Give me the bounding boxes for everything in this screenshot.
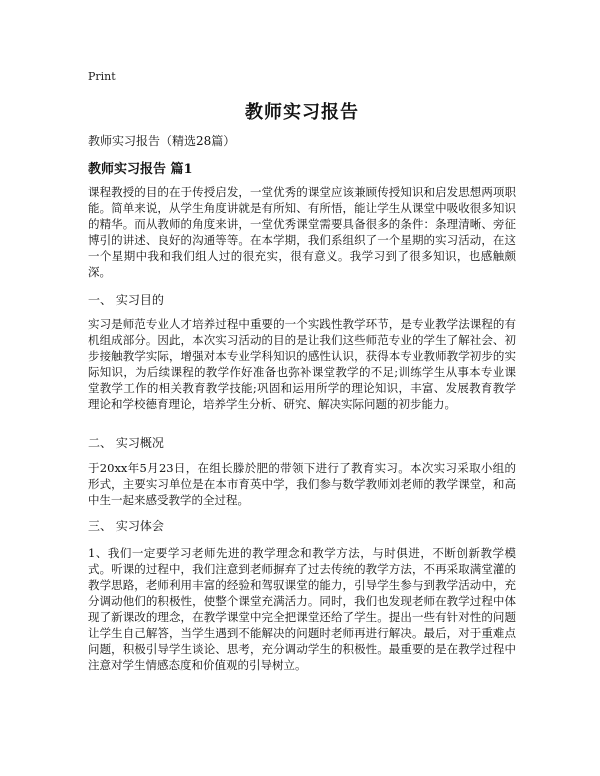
paragraph-intro: 课程教授的目的在于传授启发，一堂优秀的课堂应该兼顾传授知识和启发思想两项职能。简单来说，从学生角度讲就是有所知、有所悟，能让学生从课堂中吸收很多知识的精华。而从教师的角度来讲，一堂优秀课堂需要具备很多的条件：条理清晰、旁征博引的讲述、良好的沟通等等。在本学期，我们系组织了一个星期的实习活动，在这一个星期中我和我们组人过的很充实，很有意义。我学习到了很多知识，也感触颇深。 [88,185,516,279]
heading-overview: 二、 实习概况 [88,436,164,450]
paragraph-experience: 1、我们一定要学习老师先进的教学理念和教学方法，与时俱进，不断创新教学模式。听课的过程中，我们注意到老师摒弃了过去传统的教学方法，不再采取满堂灌的教学思路，老师利用丰富的经验和驾驭课堂的能力，引导学生参与到教学活动中，充分调动他们的积极性，使整个课堂充满活力。同时，我们也发现老师在教学过程中体现了新课改的理念，在教学课堂中完全把课堂还给了学生。提出一些有针对性的问题让学生自己解答，当学生遇到不能解决的问题时老师再进行解决。最后，对于重难点问题，积极引导学生谈论、思考，充分调动学生的积极性。最重要的是在教学过程中注意对学生情感态度和价值观的引导树立。 [88,546,516,672]
document-subtitle: 教师实习报告（精选28篇） [88,134,236,148]
section-title: 教师实习报告 篇1 [88,162,193,177]
heading-experience: 三、 实习体会 [88,519,164,533]
print-link[interactable]: Print [88,70,116,83]
heading-purpose: 一、 实习目的 [88,293,164,307]
document-title: 教师实习报告 [245,102,359,123]
paragraph-overview: 于20xx年5月23日，在组长滕於肥的带领下进行了教育实习。本次实习采取小组的形式，主要实习单位是在本市育英中学，我们参与数学教师刘老师的教学课堂，和高中生一起来感受教学的全过程。 [88,461,516,507]
paragraph-purpose: 实习是师范专业人才培养过程中重要的一个实践性教学环节，是专业教学法课程的有机组成部分。因此，本次实习活动的目的是让我们这些师范专业的学生了解社会、初步接触教学实际，增强对本专业学科知识的感性认识，获得本专业教师教学初步的实际知识，为后续课程的教学作好准备也弥补课堂教学的不足;训练学生从事本专业课堂教学工作的相关教育教学技能;巩固和运用所学的理论知识，丰富、发展教育教学理论和学校德育理论，培养学生分析、研究、解决实际问题的初步能力。 [88,317,516,411]
